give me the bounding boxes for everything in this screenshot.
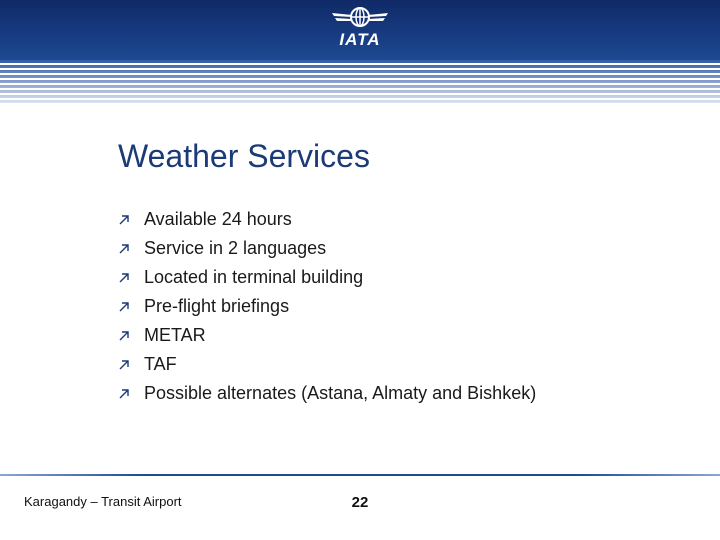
arrow-up-right-icon	[118, 301, 144, 313]
bullet-item	[118, 292, 536, 321]
bullet-text: Pre-flight briefings	[144, 296, 290, 316]
footer-caption: Karagandy – Transit Airport	[24, 494, 182, 509]
bullet-text: Service in 2 languages	[144, 238, 327, 258]
arrow-up-right-icon	[118, 330, 144, 342]
bullet-item	[118, 379, 536, 408]
bullet-item	[118, 205, 536, 234]
bullet-list	[118, 205, 536, 408]
bullet-item	[118, 321, 536, 350]
arrow-up-right-icon	[118, 272, 144, 284]
arrow-up-right-icon	[118, 388, 144, 400]
arrow-up-right-icon	[118, 359, 144, 371]
page-number: 22	[351, 494, 369, 511]
slide-title: Weather Services	[118, 138, 370, 174]
bullet-item	[118, 234, 536, 263]
header-banner	[0, 0, 720, 104]
bullet-text: METAR	[144, 325, 206, 345]
bullet-text: Located in terminal building	[144, 267, 364, 287]
iata-logo	[326, 6, 394, 50]
logo-text: IATA	[339, 30, 381, 49]
arrow-up-right-icon	[118, 214, 144, 226]
bullet-item	[118, 263, 536, 292]
bullet-text: Possible alternates (Astana, Almaty and Bishkek)	[144, 383, 537, 403]
footer-divider	[0, 474, 720, 476]
header-stripes-fade	[0, 60, 720, 104]
arrow-up-right-icon	[118, 243, 144, 255]
bullet-item	[118, 350, 536, 379]
bullet-text: TAF	[144, 354, 177, 374]
iata-globe-wings-icon	[326, 6, 394, 32]
bullet-text: Available 24 hours	[144, 209, 292, 229]
